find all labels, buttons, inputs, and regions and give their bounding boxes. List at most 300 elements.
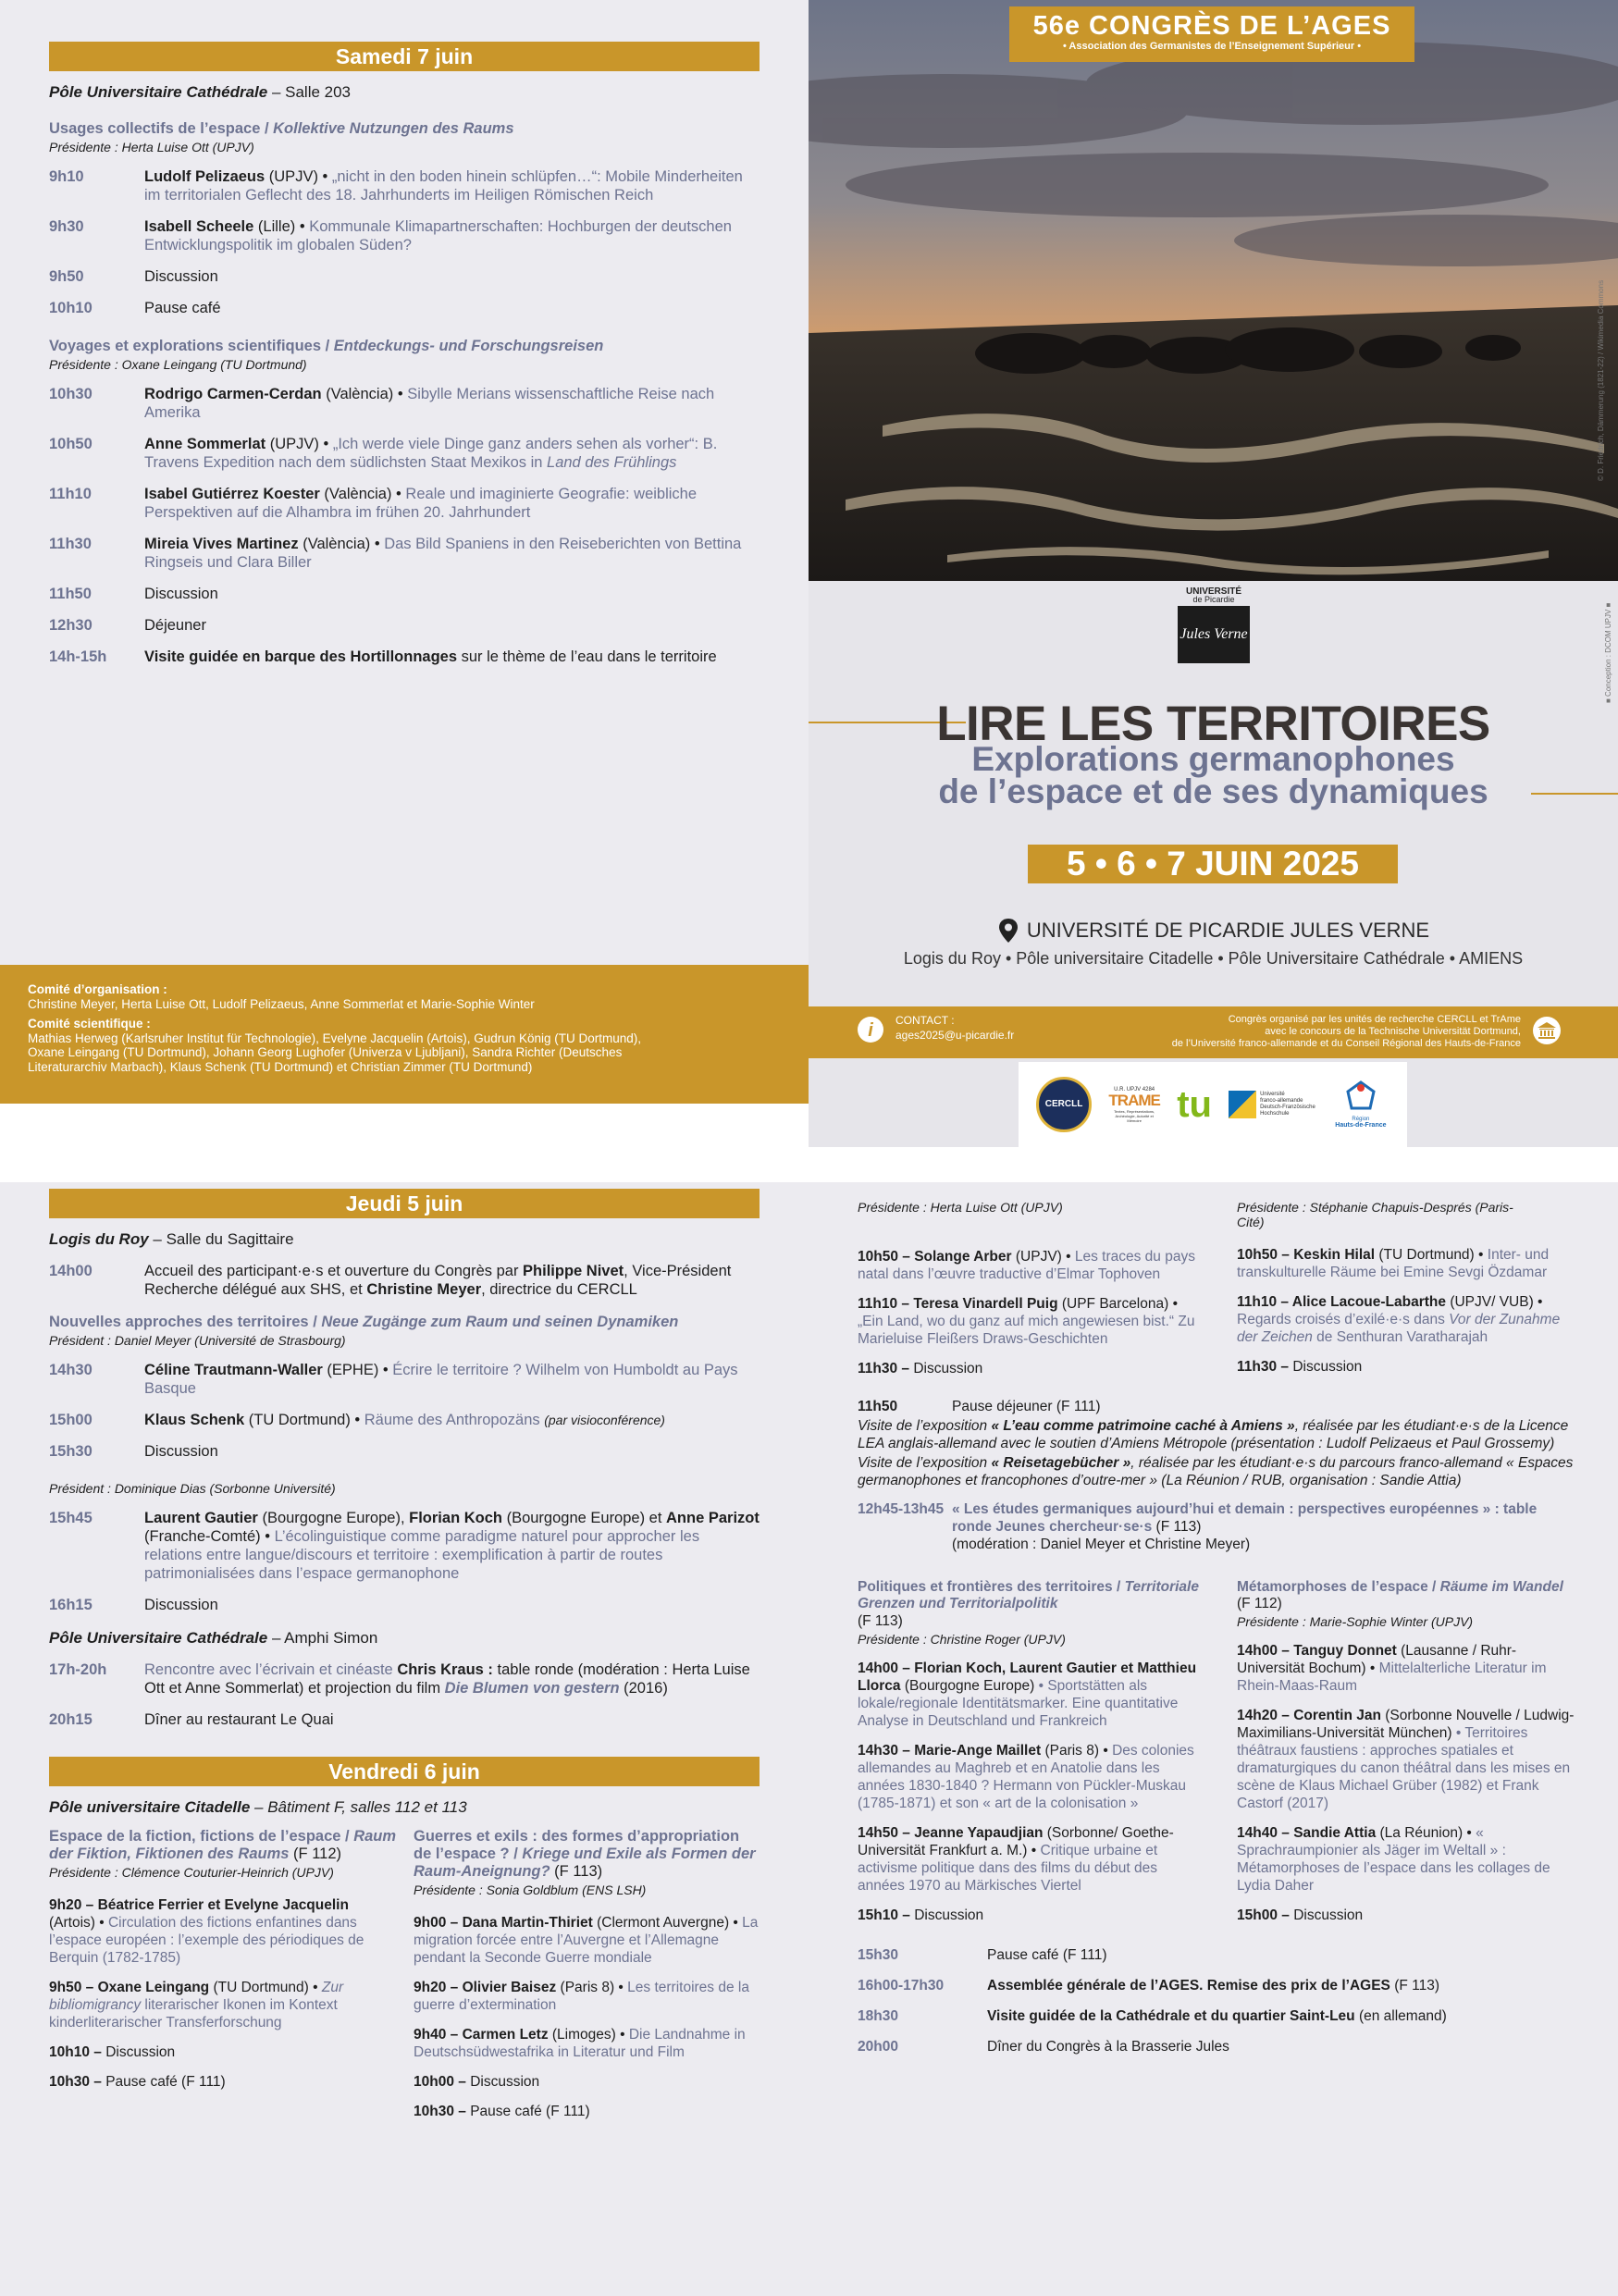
session-room: (F 112) xyxy=(289,1845,342,1862)
trame-word: TRAME xyxy=(1108,1091,1160,1109)
speaker: Klaus Schenk xyxy=(144,1412,245,1428)
program-row xyxy=(49,1442,760,1461)
jeudi-section xyxy=(49,1189,760,2120)
talk-title: Critique urbaine et activisme politique dans des films du début des années 1970 au Märkisches Viertel xyxy=(858,1843,1158,1894)
venue-room: – Salle 203 xyxy=(267,83,352,101)
speaker: Tanguy Donnet xyxy=(1293,1643,1397,1659)
trame-caption: Textes, Représentations, Archéologie, Autorité et Mémoire xyxy=(1114,1108,1155,1123)
speaker: Isabell Scheele xyxy=(144,218,254,235)
org-committee-label: Comité d’organisation : xyxy=(28,982,167,996)
speaker: Anne Sommerlat xyxy=(144,436,266,452)
affiliation: (València) • xyxy=(321,386,408,402)
partner-logos xyxy=(1019,1062,1407,1147)
tu-dortmund-logo: tu xyxy=(1177,1084,1212,1125)
session-chair: Présidente : Herta Luise Ott (UPJV) xyxy=(858,1200,1063,1215)
region-line-1: Région xyxy=(1352,1117,1370,1122)
region-logo xyxy=(1332,1080,1390,1129)
session-title-fr: Voyages et explorations scientifiques / xyxy=(49,338,334,354)
talk-title: Reale und imaginierte Geografie: weibliche Perspektiven auf die Alhambra im frühen 20. Jahrhundert xyxy=(144,486,698,521)
venue-room: – Salle du Sagittaire xyxy=(148,1230,294,1248)
time: 11h50 xyxy=(858,1399,898,1414)
exhibition-title: « L’eau comme patrimoine caché à Amiens » xyxy=(991,1418,1295,1434)
organizers-line-1: Congrès organisé par les unités de recherche CERCLL et TrAme xyxy=(1228,1014,1521,1025)
talk-title: Sibylle Merians wissenschaftliche Reise nach Amerika xyxy=(144,386,715,421)
sci-committee-line-2: Oxane Leingang (TU Dortmund), Johann Georg Lughofer (Univerza v Ljubljani), Sandra Richter (Deutsches xyxy=(28,1045,623,1059)
program-row xyxy=(49,385,760,422)
dates-badge: 5 • 6 • 7 JUIN 2025 xyxy=(1028,845,1398,883)
talk-title: Circulation des fictions enfantines dans l’espace européen : l’exemple des périodiques de Berquin (1782-1785) xyxy=(49,1915,364,1966)
talk-title: Les territoires de la guerre d’extermination xyxy=(414,1980,749,2013)
ufa-line-2: franco-allemande xyxy=(1260,1098,1303,1104)
landscape-painting xyxy=(809,0,1618,581)
talk xyxy=(1237,1824,1579,1895)
affiliation: (Lausanne / Ruhr-Universität Bochum) • xyxy=(1237,1643,1517,1676)
item-text: Discussion xyxy=(144,586,218,602)
speaker: Florian Koch, Laurent Gautier et Matthieu Llorca xyxy=(858,1660,1197,1694)
talk xyxy=(1237,1358,1579,1376)
organizers-line-3: de l’Université franco-allemande et du Conseil Régional des Hauts-de-France xyxy=(1171,1038,1521,1049)
affiliation: (UPJV) • xyxy=(266,436,333,452)
time: 18h30 xyxy=(858,2008,898,2024)
affiliation: (Bourgogne Europe) et xyxy=(501,1510,667,1526)
session-title-fr: Politiques et frontières des territoires / xyxy=(858,1579,1125,1595)
item-text: Pause café (F 111) xyxy=(105,2074,226,2090)
talk xyxy=(49,1896,397,1967)
program-row xyxy=(858,2007,1579,2025)
session-title-de: Kollektive Nutzungen des Raums xyxy=(273,120,514,137)
subtitle-line-2: de l’espace et de ses dynamiques xyxy=(938,772,1488,810)
talk-title-italic: Land des Frühlings xyxy=(547,454,677,471)
exhibition-1 xyxy=(858,1417,1579,1452)
samedi-section xyxy=(49,42,760,666)
time: 10h10 xyxy=(49,300,93,316)
time: 14h30 – xyxy=(858,1743,915,1759)
organizers-line-2: avec le concours de la Technische Universität Dortmund, xyxy=(1265,1026,1521,1037)
session-c xyxy=(858,1198,1202,1377)
affiliation: (UPF Barcelona) • xyxy=(1057,1296,1179,1312)
time: 9h40 – xyxy=(414,2027,463,2043)
session-room: (F 112) xyxy=(1237,1596,1282,1611)
session-chair: Présidente : Christine Roger (UPJV) xyxy=(858,1632,1066,1647)
program-row xyxy=(49,1361,760,1398)
time: 11h50 xyxy=(49,586,92,602)
session-title-de: Entdeckungs- und Forschungsreisen xyxy=(333,338,604,354)
speaker: Céline Trautmann-Waller xyxy=(144,1362,323,1378)
time: 10h00 – xyxy=(414,2074,471,2090)
film-title: Die Blumen von gestern xyxy=(444,1680,620,1697)
talk-title: Écrire le territoire ? Wilhelm von Humboldt au Pays Basque xyxy=(144,1362,738,1397)
program-row xyxy=(49,1660,760,1697)
talk-note: (par visioconférence) xyxy=(544,1413,665,1427)
vendredi-venue xyxy=(49,1798,760,1817)
time: 12h30 xyxy=(49,617,93,634)
item-text: Discussion xyxy=(470,2074,540,2090)
item-text: Dîner au restaurant Le Quai xyxy=(144,1711,334,1728)
ufa-logo xyxy=(1229,1091,1315,1118)
session-title xyxy=(49,1828,397,1863)
speaker: Solange Arber xyxy=(914,1249,1012,1265)
time: 9h50 xyxy=(49,268,84,285)
subtitle-line-1: Explorations germanophones xyxy=(971,740,1455,778)
org-committee-members: Christine Meyer, Herta Luise Ott, Ludolf Pelizaeus, Anne Sommerlat et Marie-Sophie Winter xyxy=(28,996,535,1011)
item-text: (2016) xyxy=(619,1680,668,1697)
vendredi-header: Vendredi 6 juin xyxy=(49,1757,760,1786)
session-chair: Présidente : Clémence Couturier-Heinrich (UPJV) xyxy=(49,1865,334,1880)
talk-title-italic: Zur bibliomigrancy xyxy=(49,1980,344,2013)
time: 14h00 xyxy=(49,1263,93,1279)
session-title-fr: Métamorphoses de l’espace / xyxy=(1237,1579,1440,1595)
time: 10h50 xyxy=(49,436,93,452)
affiliation: (Sorbonne Nouvelle / Ludwig-Maximilians-Universität München) xyxy=(1237,1708,1575,1741)
ufa-line-4: Hochschule xyxy=(1260,1111,1290,1117)
talk-title: „Ein Land, wo du ganz auf mich angewiesen bist.“ Zu Marieluise Fleißers Draws-Geschichten xyxy=(858,1314,1195,1347)
session-title-de: Räume im Wandel xyxy=(1439,1579,1563,1595)
talk xyxy=(49,1979,397,2031)
speaker: Christine Meyer xyxy=(366,1281,482,1298)
time: 20h00 xyxy=(858,2039,898,2055)
left-gap xyxy=(0,1104,809,1147)
contact-email[interactable]: ages2025@u-picardie.fr xyxy=(895,1029,1015,1042)
item-text: Discussion xyxy=(1293,1907,1364,1923)
speaker: Marie-Ange Maillet xyxy=(914,1743,1042,1759)
talk-title: Les traces du pays natal dans l’œuvre traductive d’Elmar Tophoven xyxy=(858,1249,1195,1282)
speaker: Teresa Vinardell Puig xyxy=(913,1296,1058,1312)
time: 14h20 – xyxy=(1237,1708,1294,1723)
program-row xyxy=(49,217,760,254)
venue-name: Pôle Universitaire Cathédrale xyxy=(49,1629,268,1647)
time: 15h30 xyxy=(49,1443,93,1460)
affiliation: (Franche-Comté) • xyxy=(144,1528,275,1545)
program-row xyxy=(49,435,760,472)
affiliation: (UPJV) • xyxy=(1011,1249,1075,1265)
time: 10h50 – xyxy=(858,1249,915,1265)
speaker: Béatrice Ferrier et Evelyne Jacquelin xyxy=(97,1897,349,1913)
fold-gap xyxy=(0,1147,1618,1182)
time: 12h45-13h45 xyxy=(858,1501,945,1517)
talk-title: Das Bild Spaniens in den Reiseberichten von Bettina Ringseis und Clara Biller xyxy=(144,536,742,571)
affiliation: (Lille) • xyxy=(253,218,310,235)
time: 10h30 – xyxy=(414,2104,471,2119)
sci-committee-line-1: Mathias Herweg (Karlsruher Institut für Technologie), Evelyne Jacquelin (Artois), Gudrun König (TU Dortmund), xyxy=(28,1031,642,1045)
talk-title: Mittelalterliche Literatur im Rhein-Maas-Raum xyxy=(1237,1660,1547,1694)
talk-title: La migration forcée entre l’Auvergne et l’Allemagne pendant la Seconde Guerre mondiale xyxy=(414,1915,759,1966)
session-title xyxy=(414,1828,760,1881)
session-chair: Président : Daniel Meyer (Université de Strasbourg) xyxy=(49,1333,346,1348)
venue-room: – Amphi Simon xyxy=(267,1629,378,1647)
affiliation: (Sorbonne/ Goethe-Universität Frankfurt a. M.) • xyxy=(858,1825,1174,1858)
morning-sessions xyxy=(858,1198,1579,1377)
talk xyxy=(1237,1246,1579,1281)
speaker: Corentin Jan xyxy=(1293,1708,1381,1723)
session-f xyxy=(1237,1579,1579,1924)
talk xyxy=(49,2073,397,2091)
item-text: Rencontre avec l’écrivain et cinéaste xyxy=(144,1661,398,1678)
info-icon xyxy=(857,1016,884,1043)
session-title xyxy=(858,1579,1202,1612)
speaker: Olivier Baisez xyxy=(462,1980,557,1995)
time: 14h30 xyxy=(49,1362,93,1378)
speaker: Sandie Attia xyxy=(1293,1825,1377,1841)
session-chair: Présidente : Stéphanie Chapuis-Després (Paris-Cité) xyxy=(1237,1200,1513,1229)
item-text: Discussion xyxy=(144,1443,218,1460)
time: 10h30 xyxy=(49,386,93,402)
trame-logo xyxy=(1108,1087,1160,1123)
location-block xyxy=(809,918,1618,969)
talk xyxy=(858,1248,1202,1283)
talk-title: Die Landnahme in Deutschsüdwestafrika in Literatur und Film xyxy=(414,2027,746,2060)
item-text: Discussion xyxy=(144,1597,218,1613)
program-row xyxy=(49,1710,760,1729)
item-text: , directrice du CERCLL xyxy=(481,1281,637,1298)
time: 10h30 – xyxy=(49,2074,106,2090)
talk-title: Räume des Anthropozäns xyxy=(364,1412,545,1428)
time: 15h45 xyxy=(49,1510,93,1526)
samedi-header: Samedi 7 juin xyxy=(49,42,760,71)
talk-title: • Territoires théâtraux faustiens : approches spatiales et dramaturgiques du canon théâtral dans les mises en scène de Klaus Michael Grüber (1982) et Frank Castorf (2017) xyxy=(1237,1725,1571,1811)
affiliation: (Clermont Auvergne) • xyxy=(592,1915,743,1931)
talk-title: literarischer Ikonen im Kontext kinderliterarischer Transferforschung xyxy=(49,1997,338,2031)
item-text: Discussion xyxy=(1292,1359,1363,1375)
session-title-de: Kriege und Exile als Formen der Raum-Aneignung? xyxy=(414,1845,756,1880)
roundtable-title: « Les études germaniques aujourd’hui et demain : perspectives européennes » : table ronde Jeunes chercheur·se·s xyxy=(952,1501,1538,1535)
item-text: , réalisée par les étudiant·e·s du parcours franco-allemand « Espaces germanophones et francophones d’outre-mer » (La Réunion / RUB, organisation : Sandie Attia) xyxy=(858,1455,1574,1488)
afternoon-sessions xyxy=(858,1579,1579,1924)
time: 11h10 xyxy=(49,486,92,502)
program-row xyxy=(49,1262,760,1299)
affiliation: (Artois) • xyxy=(49,1915,108,1931)
speaker: Chris Kraus : xyxy=(397,1661,493,1678)
item-text: Discussion xyxy=(914,1907,984,1923)
program-row xyxy=(858,1398,1579,1415)
talk xyxy=(414,1914,760,1967)
speaker: Laurent Gautier xyxy=(144,1510,258,1526)
program-row xyxy=(49,299,760,317)
session-title xyxy=(49,120,760,138)
item-bold: Visite guidée en barque des Hortillonnages xyxy=(144,648,458,665)
speaker: Florian Koch xyxy=(409,1510,502,1526)
session-title-de: Neue Zugänge zum Raum und seinen Dynamiken xyxy=(321,1314,679,1330)
talk xyxy=(1237,1642,1579,1695)
talk xyxy=(1237,1293,1579,1346)
venue-name: Pôle universitaire Citadelle xyxy=(49,1798,251,1816)
item-text: Pause café xyxy=(144,300,221,316)
item-text: Accueil des participant·e·s et ouverture du Congrès par xyxy=(144,1263,524,1279)
sci-committee-line-3: Literaturarchiv Marbach), Klaus Schenk (TU Dortmund) et Christian Zimmer (TU Dortmund) xyxy=(28,1059,533,1074)
time: 11h30 – xyxy=(858,1361,914,1376)
program-row xyxy=(858,1946,1579,1964)
talk xyxy=(858,1824,1202,1895)
ufa-line-1: Université xyxy=(1260,1092,1285,1097)
session-title-fr: Guerres et exils : des formes d’appropriation de l’espace ? / xyxy=(414,1828,740,1862)
affiliation: (TU Dortmund) • xyxy=(1375,1247,1488,1263)
item-text: , réalisée par les étudiant·e·s de la Licence LEA anglais-allemand avec le soutien d’Amiens Métropole (présentation : Ludolf Pelizaeus et Paul Grossemy) xyxy=(858,1418,1569,1451)
time: 14h40 – xyxy=(1237,1825,1294,1841)
talk-title: „Ich werde viele Dinge ganz anders sehen als vorher“: B. Travens Expedition nach dem südlichsten Staat Mexikos in xyxy=(144,436,718,471)
talk xyxy=(414,2103,760,2120)
time: 14h-15h xyxy=(49,648,107,665)
talk-title: „nicht in den boden hinein schlüpfen…“: Mobile Minderheiten im territorialen Geflecht des 18. Jahrhunderts im Heiligen Römischen Reich xyxy=(144,168,743,204)
time: 11h10 – xyxy=(1237,1294,1292,1310)
program-row xyxy=(49,1509,760,1583)
organizers-note xyxy=(1092,1014,1521,1050)
time: 11h30 – xyxy=(1237,1359,1293,1375)
map-pin-icon xyxy=(997,918,1019,944)
program-row xyxy=(49,485,760,522)
time: 11h10 – xyxy=(858,1296,914,1312)
item-text: Pause café (F 111) xyxy=(987,1947,1107,1963)
affiliation: (Bourgogne Europe) xyxy=(900,1678,1039,1694)
building-icon xyxy=(1532,1016,1562,1045)
program-row xyxy=(49,1596,760,1614)
trame-top: U.R. UPJV 4284 xyxy=(1114,1086,1155,1092)
talk-title: Kommunale Klimapartnerschaften: Hochburgen der deutschen Entwicklungspolitik im globalen Süden? xyxy=(144,218,732,253)
speaker: Isabel Gutiérrez Koester xyxy=(144,486,320,502)
time: 9h20 – xyxy=(414,1980,463,1995)
item-text: Discussion xyxy=(105,2044,176,2060)
program-row xyxy=(49,267,760,286)
affiliation: (Bourgogne Europe), xyxy=(257,1510,410,1526)
venue-name: Pôle Universitaire Cathédrale xyxy=(49,83,268,101)
congress-banner xyxy=(1009,6,1414,62)
program-row xyxy=(858,2038,1579,2055)
program-row xyxy=(49,167,760,204)
talk-title: Des colonies allemandes au Maghreb et en Anatolie dans les années 1830-1840 ? Hermann von Pückler-Muskau (1785-1871) et son « art de la colonisation » xyxy=(858,1743,1194,1811)
svg-text:i: i xyxy=(868,1020,873,1041)
talk xyxy=(1237,1907,1579,1924)
talk-title: de Senthuran Varatharajah xyxy=(1312,1329,1488,1345)
speaker: Rodrigo Carmen-Cerdan xyxy=(144,386,322,402)
speaker: Ludolf Pelizaeus xyxy=(144,168,266,185)
item-text: Déjeuner xyxy=(144,617,206,634)
program-row xyxy=(49,535,760,572)
design-credit: ■ Conception : DCOM UPJV ■ xyxy=(1604,602,1612,703)
speaker: Alice Lacoue-Labarthe xyxy=(1291,1294,1447,1310)
session-room: (F 113) xyxy=(858,1613,903,1629)
item-text: (F 113) xyxy=(1390,1978,1440,1994)
affiliation: (UPJV/ VUB) • xyxy=(1446,1294,1543,1310)
ufa-mark-icon xyxy=(1229,1091,1256,1118)
time: 17h-20h xyxy=(49,1661,107,1678)
main-title: LIRE LES TERRITOIRES xyxy=(936,697,1490,751)
item-text: Pause café (F 111) xyxy=(470,2104,590,2119)
location-name: UNIVERSITÉ DE PICARDIE JULES VERNE xyxy=(1026,919,1430,942)
affiliation: (UPJV) • xyxy=(265,168,332,185)
talk xyxy=(858,1742,1202,1812)
program-row xyxy=(49,616,760,635)
talk-title-italic: Vor der Zunahme der Zeichen xyxy=(1237,1312,1561,1345)
time: 15h30 xyxy=(858,1947,898,1963)
session-title-fr: Usages collectifs de l’espace / xyxy=(49,120,274,137)
affiliation: (Paris 8) • xyxy=(556,1980,628,1995)
session-b xyxy=(414,1828,760,2120)
contact-label: CONTACT : xyxy=(895,1014,955,1027)
session-chair: Présidente : Oxane Leingang (TU Dortmund) xyxy=(49,357,307,372)
item-text: Pause déjeuner (F 111) xyxy=(952,1399,1101,1414)
speaker: Keskin Hilal xyxy=(1293,1247,1376,1263)
exhibition-title: « Reisetagebücher » xyxy=(991,1455,1131,1471)
samedi-venue xyxy=(49,83,760,102)
session-chair: Présidente : Sonia Goldblum (ENS LSH) xyxy=(414,1882,647,1897)
program-row xyxy=(858,1977,1579,1994)
committee-box xyxy=(0,965,809,1104)
talk xyxy=(1237,1707,1579,1812)
time: 15h10 – xyxy=(858,1907,915,1923)
region-line-2: Hauts-de-France xyxy=(1335,1122,1387,1129)
speaker: Anne Parizot xyxy=(666,1510,760,1526)
sci-committee-label: Comité scientifique : xyxy=(28,1017,151,1031)
speaker: Carmen Letz xyxy=(462,2027,549,2043)
jeudi-venue-2 xyxy=(49,1629,760,1648)
vendredi-parallel-sessions xyxy=(49,1828,760,2120)
program-row xyxy=(49,585,760,603)
talk xyxy=(858,1660,1202,1730)
talk xyxy=(414,1979,760,2014)
time: 16h00-17h30 xyxy=(858,1978,945,1994)
item-bold: Assemblée générale de l’AGES. Remise des prix de l’AGES xyxy=(987,1978,1390,1994)
item-bold: Visite guidée de la Cathédrale et du quartier Saint-Leu xyxy=(987,2008,1355,2024)
session-title-de: Territoriale Grenzen und Territorialpolitik xyxy=(858,1579,1199,1611)
talk-title: Regards croisés d’exilé·e·s dans xyxy=(1237,1312,1450,1327)
time: 10h10 – xyxy=(49,2044,106,2060)
time: 15h00 – xyxy=(1237,1907,1294,1923)
cercll-logo: CERCLL xyxy=(1036,1077,1092,1132)
logo-line-2: de Picardie xyxy=(1192,595,1235,604)
congress-title: 56e CONGRÈS DE L’AGES xyxy=(1032,11,1391,41)
time: 15h00 xyxy=(49,1412,93,1428)
vendredi-continued xyxy=(858,1198,1579,2055)
university-logo xyxy=(1175,586,1253,663)
venue-name: Logis du Roy xyxy=(49,1230,149,1248)
item-text: Visite de l’exposition xyxy=(858,1418,992,1434)
session-title xyxy=(1237,1579,1579,1612)
talk-title: « Sprachraumpionier als Jäger im Weltall » : Métamorphoses de l’espace dans les collages de Lydia Daher xyxy=(1237,1825,1550,1894)
item-text: table ronde (modération : Herta Luise Ott et Anne Sommerlat) et projection du film xyxy=(144,1661,750,1697)
item-text: (en allemand) xyxy=(1354,2008,1447,2024)
item-text: Dîner du Congrès à la Brasserie Jules xyxy=(987,2039,1229,2055)
item-text: Visite de l’exposition xyxy=(858,1455,992,1471)
time: 9h10 xyxy=(49,168,84,185)
session-title-de: Raum der Fiktion, Fiktionen des Raums xyxy=(49,1828,397,1862)
talk xyxy=(858,1360,1202,1377)
time: 14h00 – xyxy=(1237,1643,1294,1659)
talk xyxy=(414,2073,760,2091)
affiliation: (València) • xyxy=(298,536,385,552)
talk xyxy=(49,2043,397,2061)
talk xyxy=(858,1907,1202,1924)
session-e xyxy=(858,1579,1202,1924)
session-title-fr: Nouvelles approches des territoires / xyxy=(49,1314,322,1330)
affiliation: (EPHE) • xyxy=(322,1362,393,1378)
affiliation: (Paris 8) • xyxy=(1041,1743,1113,1759)
speaker: Oxane Leingang xyxy=(97,1980,210,1995)
time: 10h50 – xyxy=(1237,1247,1294,1263)
time: 9h20 – xyxy=(49,1897,98,1913)
affiliation: (València) • xyxy=(319,486,406,502)
speaker: Jeanne Yapaudjian xyxy=(914,1825,1044,1841)
item-text: (F 113) xyxy=(1152,1519,1202,1535)
item-text: (modération : Daniel Meyer et Christine Meyer) xyxy=(952,1537,1251,1552)
region-mark-icon xyxy=(1342,1080,1379,1112)
speaker: Mireia Vives Martinez xyxy=(144,536,299,552)
session-chair: Présidente : Herta Luise Ott (UPJV) xyxy=(49,140,254,154)
logo-signature: Jules Verne xyxy=(1178,606,1250,663)
time: 16h15 xyxy=(49,1597,93,1613)
talk-title: • Sportstätten als lokale/regionale Identitätsmarker. Eine quantitative Analyse in Deutschland und Frankreich xyxy=(858,1678,1179,1729)
location-sites: Logis du Roy • Pôle universitaire Citadelle • Pôle Universitaire Cathédrale • AMIENS xyxy=(903,949,1524,968)
program-row xyxy=(49,648,760,666)
time: 14h50 – xyxy=(858,1825,915,1841)
time: 9h30 xyxy=(49,218,84,235)
